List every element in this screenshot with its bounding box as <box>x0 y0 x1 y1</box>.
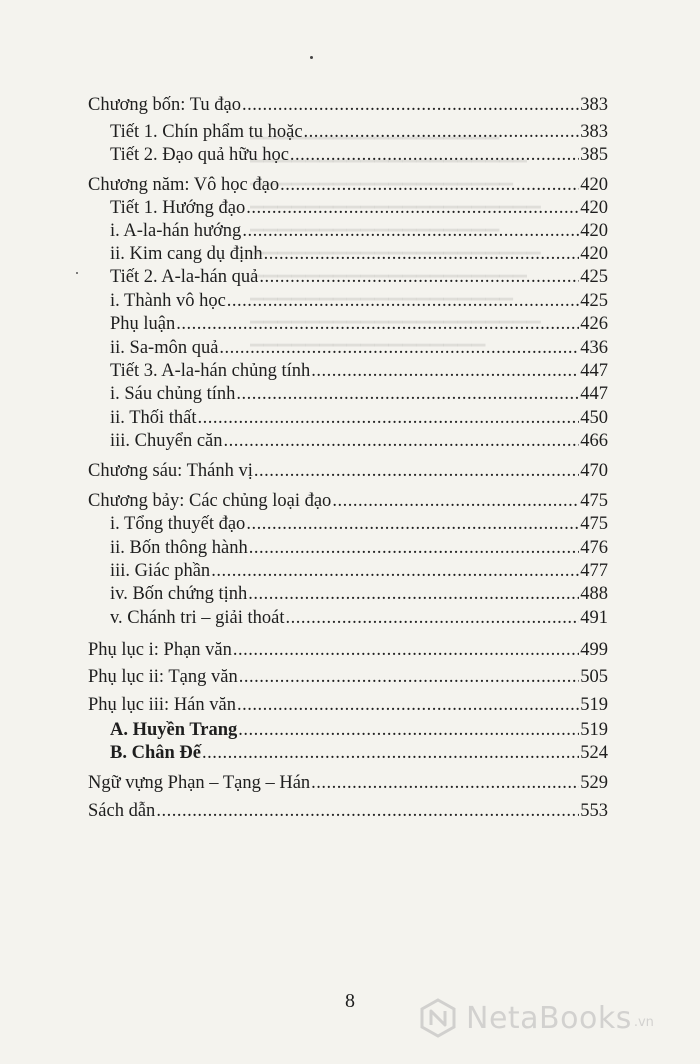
dot-leader <box>286 606 580 630</box>
dot-leader <box>332 489 579 513</box>
toc-entry-title: Tiết 2. Đạo quả hữu học <box>110 145 289 165</box>
toc-entry <box>0 143 700 167</box>
dot-leader <box>198 406 580 430</box>
toc-entry <box>0 336 700 360</box>
dot-leader <box>246 196 579 220</box>
toc-entry-page: 447 <box>580 361 608 381</box>
dot-leader <box>202 741 579 765</box>
toc-entry <box>0 312 700 336</box>
dot-leader <box>304 120 580 144</box>
toc-entry <box>0 120 700 144</box>
dot-leader <box>238 718 579 742</box>
toc-entry-page: 529 <box>580 773 608 793</box>
toc-entry-title: v. Chánh tri – giải thoát <box>110 608 285 628</box>
toc-entry <box>0 718 700 742</box>
toc-entry-page: 420 <box>580 221 608 241</box>
toc-entry <box>0 359 700 383</box>
toc-entry <box>0 559 700 583</box>
toc-entry-page: 499 <box>580 640 608 660</box>
dot-leader <box>311 771 579 795</box>
dot-leader <box>311 359 579 383</box>
toc-entry-page: 488 <box>580 584 608 604</box>
toc-entry-title: iv. Bốn chứng tịnh <box>110 584 248 604</box>
toc-entry-page: 553 <box>580 801 608 821</box>
dot-leader <box>219 336 579 360</box>
page-number: 8 <box>345 990 355 1012</box>
watermark-text: NetaBooks <box>466 1000 632 1036</box>
toc-entry-title: i. A-la-hán hướng <box>110 221 242 241</box>
toc-entry-title: Chương bốn: Tu đạo <box>88 95 241 115</box>
toc-entry <box>0 512 700 536</box>
toc-entry-title: Phụ luận <box>110 314 176 334</box>
dot-leader <box>290 143 579 167</box>
toc-entry-page: 436 <box>580 338 608 358</box>
toc-entry-title: Chương năm: Vô học đạo <box>88 175 280 195</box>
netabooks-logo-icon <box>418 998 458 1038</box>
toc-entry-title: Tiết 2. A-la-hán quả <box>110 267 259 287</box>
toc-entry-title: Tiết 3. A-la-hán chủng tính <box>110 361 311 381</box>
netabooks-watermark <box>418 998 654 1038</box>
toc-entry <box>0 638 700 662</box>
bleed-through-text: ▁▁▁▁▁▁▁▁▁▁▁▁▁▁▁▁▁▁ ▁▁▁▁▁▁▁▁▁▁▁▁▁▁▁▁▁▁▁▁ ▁▁▁▁▁▁▁▁▁▁▁▁▁▁▁▁▁▁▁ ▁▁▁▁▁▁▁▁▁▁▁▁▁▁▁▁▁▁▁▁▁ ▁▁▁▁▁▁▁▁▁▁▁▁▁▁▁▁▁▁ ▁▁▁▁▁▁▁▁▁▁▁▁▁▁▁▁▁▁▁▁▁ ▁▁▁▁▁▁▁▁▁▁▁▁▁▁▁▁▁▁▁▁ ▁▁▁▁▁▁▁▁▁▁▁▁▁▁▁▁▁▁▁ ▁▁▁▁▁▁▁▁▁▁▁▁▁▁▁▁▁▁▁▁▁ ▁▁▁▁▁▁▁▁▁▁▁▁▁▁▁▁▁ <box>250 119 541 346</box>
dot-leader <box>248 582 579 606</box>
toc-entry <box>0 382 700 406</box>
watermark-suffix: .vn <box>633 1015 654 1030</box>
toc-entry-title: ii. Thối thất <box>110 408 197 428</box>
toc-entry-page: 475 <box>580 491 608 511</box>
toc-entry <box>0 429 700 453</box>
toc-entry-page: 425 <box>580 291 608 311</box>
toc-entry-title: Phụ lục iii: Hán văn <box>88 695 236 715</box>
toc-entry-page: 425 <box>580 267 608 287</box>
dot-leader <box>233 638 579 662</box>
dot-leader <box>242 219 579 243</box>
toc-entry <box>0 536 700 560</box>
dot-leader <box>237 693 579 717</box>
toc-entry-title: Phụ lục i: Phạn văn <box>88 640 232 660</box>
toc-entry-page: 450 <box>580 408 608 428</box>
toc-entry-page: 385 <box>580 145 608 165</box>
toc-entry-page: 519 <box>580 695 608 715</box>
toc-entry-page: 420 <box>580 175 608 195</box>
dot-leader <box>156 799 579 823</box>
toc-entry-page: 491 <box>580 608 608 628</box>
toc-entry-page: 447 <box>580 384 608 404</box>
toc-entry-title: i. Thành vô học <box>110 291 226 311</box>
toc-entry-title: B. Chân Đế <box>110 743 201 763</box>
dot-leader <box>249 536 580 560</box>
dot-leader <box>242 93 579 117</box>
toc-entry-page: 477 <box>580 561 608 581</box>
toc-entry <box>0 606 700 630</box>
toc-entry-title: iii. Giác phần <box>110 561 211 581</box>
toc-entry <box>0 665 700 689</box>
toc-entry-title: Chương sáu: Thánh vị <box>88 461 253 481</box>
toc-entry-page: 505 <box>580 667 608 687</box>
toc-entry-page: 426 <box>580 314 608 334</box>
toc-entry <box>0 693 700 717</box>
dot-leader <box>246 512 579 536</box>
dot-leader <box>236 382 579 406</box>
dot-leader <box>211 559 579 583</box>
toc-entry <box>0 489 700 513</box>
toc-entry-title: ii. Bốn thông hành <box>110 538 248 558</box>
toc-entry-page: 466 <box>580 431 608 451</box>
toc-entry-title: Tiết 1. Hướng đạo <box>110 198 246 218</box>
toc-entry-title: Chương bảy: Các chủng loại đạo <box>88 491 332 511</box>
toc-entry-title: i. Sáu chủng tính <box>110 384 236 404</box>
toc-entry-title: ii. Sa-môn quả <box>110 338 219 358</box>
toc-entry <box>0 219 700 243</box>
toc-entry <box>0 799 700 823</box>
toc-entry-page: 383 <box>580 95 608 115</box>
dot-leader <box>239 665 580 689</box>
toc-entry-page: 524 <box>580 743 608 763</box>
dot-leader <box>264 242 580 266</box>
toc-entry <box>0 242 700 266</box>
dot-leader <box>224 429 580 453</box>
toc-entry-page: 475 <box>580 514 608 534</box>
toc-entry <box>0 173 700 197</box>
toc-entry-page: 420 <box>580 198 608 218</box>
toc-entry <box>0 771 700 795</box>
dot-leader <box>227 289 579 313</box>
toc-entry <box>0 406 700 430</box>
toc-entry-title: Ngữ vựng Phạn – Tạng – Hán <box>88 773 311 793</box>
toc-entry-page: 383 <box>580 122 608 142</box>
toc-entry-title: iii. Chuyển căn <box>110 431 223 451</box>
toc-entry <box>0 289 700 313</box>
toc-entry-title: A. Huyền Trang <box>110 720 238 740</box>
toc-entry <box>0 741 700 765</box>
dot-leader <box>259 265 579 289</box>
dot-leader <box>280 173 579 197</box>
toc-entry <box>0 582 700 606</box>
toc-entry-title: Tiết 1. Chín phẩm tu hoặc <box>110 122 303 142</box>
toc-entry <box>0 196 700 220</box>
toc-entry-title: ii. Kim cang dụ định <box>110 244 263 264</box>
toc-entry-title: i. Tổng thuyết đạo <box>110 514 246 534</box>
toc-entry <box>0 265 700 289</box>
toc-entry-page: 420 <box>580 244 608 264</box>
toc-entry <box>0 93 700 117</box>
toc-entry-title: Sách dẫn <box>88 801 156 821</box>
toc-entry-title: Phụ lục ii: Tạng văn <box>88 667 238 687</box>
toc-entry-page: 476 <box>580 538 608 558</box>
dot-leader <box>176 312 579 336</box>
toc-entry-page: 470 <box>580 461 608 481</box>
toc-entry-page: 519 <box>580 720 608 740</box>
dot-leader <box>254 459 579 483</box>
toc-entry <box>0 459 700 483</box>
